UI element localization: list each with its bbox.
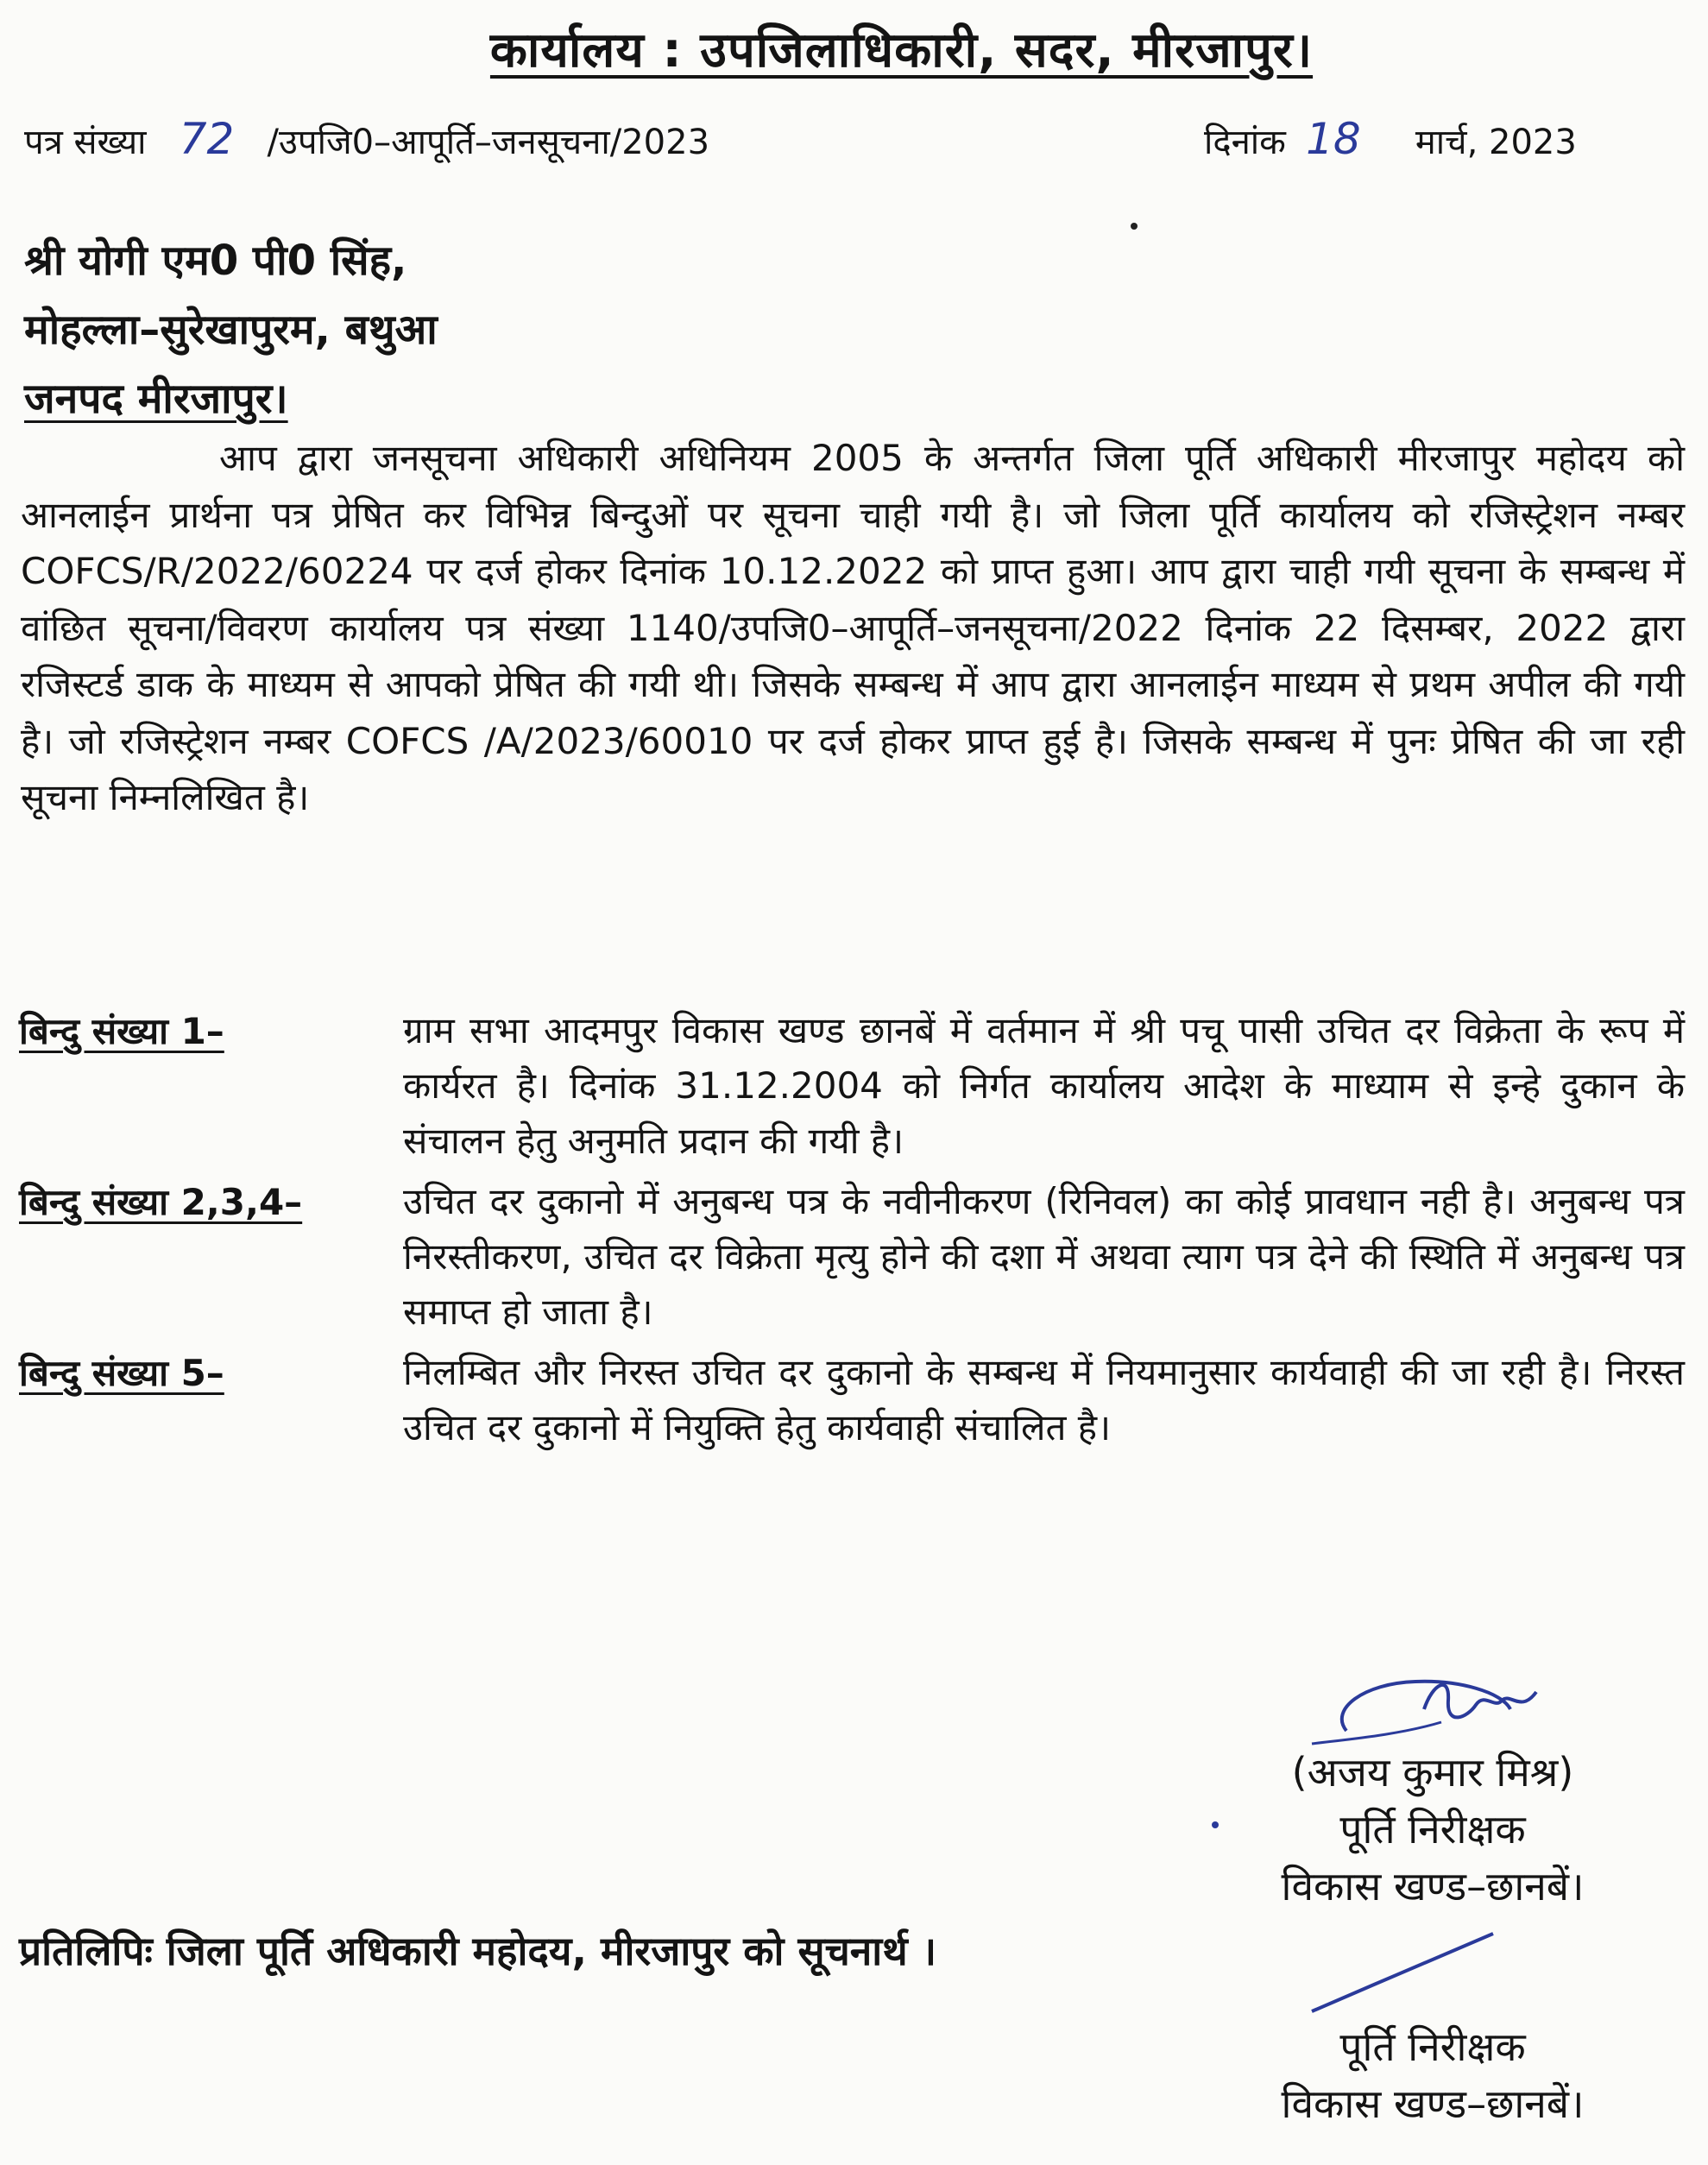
signatory-office: विकास खण्ड–छानबें। xyxy=(1281,1863,1585,1909)
office-title: कार्यालय : उपजिलाधिकारी, सदर, मीरजापुर। xyxy=(489,22,1314,79)
point-text: उचित दर दुकानो में अनुबन्ध पत्र के नवीनीकरण (रिनिवल) का कोई प्रावधान नही है। अनुबन्ध पत्र निरस्तीकरण, उचित दर विक्रेता मृत्यु होने की दशा में अथवा त्याग पत्र देने की स्थिति में अनुबन्ध पत्र समाप्त हो जाता है। xyxy=(403,1180,1685,1333)
point-item xyxy=(19,1003,1685,1169)
point-item xyxy=(19,1345,1685,1455)
date-month-year: मार्च, 2023 xyxy=(1415,123,1577,162)
signatory-name: (अजय कुमार मिश्र) xyxy=(1291,1749,1574,1796)
points-list xyxy=(19,1003,1685,1461)
point-label: बिन्दु संख्या 1– xyxy=(19,1010,224,1052)
handwritten-letter-number: 72 xyxy=(179,114,235,164)
copy-to-line: प्रतिलिपिः जिला पूर्ति अधिकारी महोदय, मीरजापुर को सूचनार्थ । xyxy=(19,1928,937,1974)
letter-date xyxy=(1204,114,1577,164)
body-paragraph: आप द्वारा जनसूचना अधिकारी अधिनियम 2005 के अन्तर्गत जिला पूर्ति अधिकारी मीरजापुर महोदय को आनलाईन प्रार्थना पत्र प्रेषित कर विभिन्न बिन्दुओं पर सूचना चाही गयी है। जो जिला पूर्ति कार्यालय को रजिस्ट्रेशन नम्बर COFCS/R/2022/60224 पर दर्ज होकर दिनांक 10.12.2022 को प्राप्त हुआ। आप द्वारा चाही गयी सूचना के सम्बन्ध में वांछित सूचना/विवरण कार्यालय पत्र संख्या 1140/उपजि0–आपूर्ति–जनसूचना/2022 दिनांक 22 दिसम्बर, 2022 द्वारा रजिस्टर्ड डाक के माध्यम से आपको प्रेषित की गयी थी। जिसके सम्बन्ध में आप द्वारा आनलाईन माध्यम से प्रथम अपील की गयी है। जो रजिस्ट्रेशन नम्बर COFCS /A/2023/60010 पर दर्ज होकर प्राप्त हुई है। जिसके सम्बन्ध में पुनः प्रेषित की जा रही सूचना निम्नलिखित है। xyxy=(21,437,1685,818)
addressee-block xyxy=(24,226,438,433)
point-label: बिन्दु संख्या 2,3,4– xyxy=(19,1181,303,1223)
signatory-designation: पूर्ति निरीक्षक xyxy=(1339,2023,1526,2070)
point-text: निलम्बित और निरस्त उचित दर दुकानो के सम्बन्ध में नियमानुसार कार्यवाही की जा रही है। निरस्त उचित दर दुकानो में नियुक्ति हेतु कार्यवाही संचालित है। xyxy=(403,1351,1685,1449)
letter-number-label: पत्र संख्या xyxy=(24,123,147,162)
handwritten-date-day: 18 xyxy=(1306,114,1361,164)
point-item xyxy=(19,1174,1685,1340)
signature-block-copy xyxy=(1226,2018,1640,2132)
point-label: बिन्दु संख्या 5– xyxy=(19,1352,224,1394)
signature-block xyxy=(1226,1744,1640,1915)
addressee-locality: मोहल्ला–सुरेखापुरम, बथुआ xyxy=(24,306,438,354)
signatory-designation: पूर्ति निरीक्षक xyxy=(1339,1806,1526,1853)
letter-reference xyxy=(24,114,709,164)
addressee-district: जनपद मीरजापुर। xyxy=(24,375,288,423)
signatory-office: विकास खण्ड–छानबें। xyxy=(1281,2080,1585,2127)
addressee-name: श्री योगी एम0 पी0 सिंह, xyxy=(24,237,407,285)
ink-dot xyxy=(1131,223,1138,230)
ink-dot xyxy=(1212,1821,1219,1828)
date-label: दिनांक xyxy=(1204,123,1286,162)
letter-number-suffix: /उपजि0–आपूर्ति–जनसूचना/2023 xyxy=(267,123,710,162)
point-text: ग्राम सभा आदमपुर विकास खण्ड छानबें में वर्तमान में श्री पचू पासी उचित दर विक्रेता के रूप में कार्यरत है। दिनांक 31.12.2004 को निर्गत कार्यालय आदेश के माध्याम से इन्हे दुकान के संचालन हेतु अनुमति प्रदान की गयी है। xyxy=(403,1009,1685,1162)
handwritten-initial-stroke xyxy=(1303,1925,1510,2020)
